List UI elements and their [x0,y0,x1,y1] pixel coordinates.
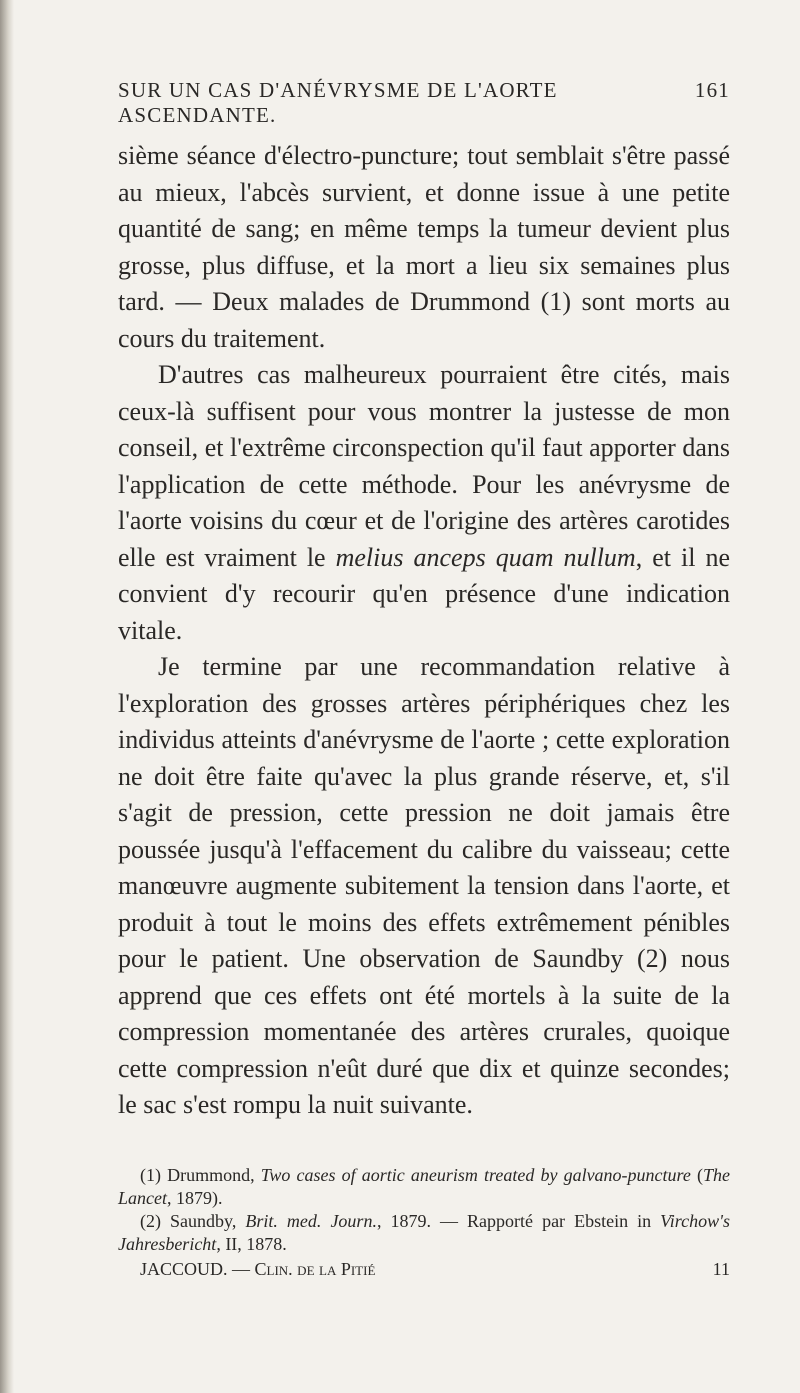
footnote-1-rest: , 1879). [167,1187,223,1208]
paragraph-1: sième séance d'électro-puncture; tout semblait s'être passé au mieux, l'abcès survient, et donne issue à une petite quantité de sang; en même temps la tumeur devient plus grosse, plus diffuse, et la mort a lieu six semaines plus tard. — Deux malades de Drummond (1) sont morts au cours du traitement. [118,141,730,353]
footnote-2-rest: , II, 1878. [216,1233,287,1254]
book-page [118,78,730,1281]
footnote-1-author: (1) Drummond, [140,1164,261,1185]
footnote-2-author: (2) Saundby, [140,1210,246,1231]
footnote-2-source: Virchow's Jahresbericht [118,1210,730,1254]
latin-phrase: melius anceps quam nullum [335,542,636,572]
footnote-2-mid: , 1879. — Rapporté par Ebstein in [376,1210,661,1231]
signature-mark: JACCOUD. — Clin. de la Pitié [140,1258,376,1279]
signature-line [118,1258,730,1281]
body-text [118,138,730,1124]
footnotes [118,1164,730,1281]
paragraph-3: Je termine par une recommandation relative à l'exploration des grosses artères périphériques chez les individus atteints d'anévrysme de l'aorte ; cette exploration ne doit être faite qu'avec la plus grande réserve, et, s'il s'agit de pression, cette pression ne doit jamais être poussée jusqu'à l'effacement du calibre du vaisseau; cette manœuvre augmente subitement la tension dans l'aorte, et produit à tout le moins des effets extrêmement pénibles pour le patient. Une observation de Saundby (2) nous apprend que ces effets ont été mortels à la suite de la compression momentanée des artères crurales, quoique cette compression n'eût duré que dix et quinze secondes; le sac s'est rompu la nuit suivante. [118,652,730,1119]
book-spine-shadow [0,0,14,1393]
paragraph-2-text-b: , et il ne convient d'y recourir qu'en présence d'une indication vitale. [118,542,730,645]
footnote-2 [118,1210,730,1256]
footnote-1-paren: ( [690,1164,703,1185]
running-title: SUR UN CAS D'ANÉVRYSME DE L'AORTE ASCENDANTE. [118,78,558,127]
running-head [118,78,730,128]
footnote-1 [118,1164,730,1210]
sheet-number: 11 [712,1258,730,1279]
footnote-1-journal: The Lancet [118,1164,730,1208]
footnote-2-journal: Brit. med. Journ. [245,1210,377,1231]
paragraph-2 [118,357,730,649]
footnote-1-title: Two cases of aortic aneurism treated by galvano-puncture [260,1164,691,1185]
paragraph-2-text-a: D'autres cas malheureux pourraient être cités, mais ceux-là suffisent pour vous montrer la justesse de mon conseil, et l'extrême circonspection qu'il faut apporter dans l'application de cette méthode. Pour les anévrysme de l'aorte voisins du cœur et de l'origine des artères carotides elle est vraiment le [118,360,730,572]
page-number: 161 [694,78,730,102]
